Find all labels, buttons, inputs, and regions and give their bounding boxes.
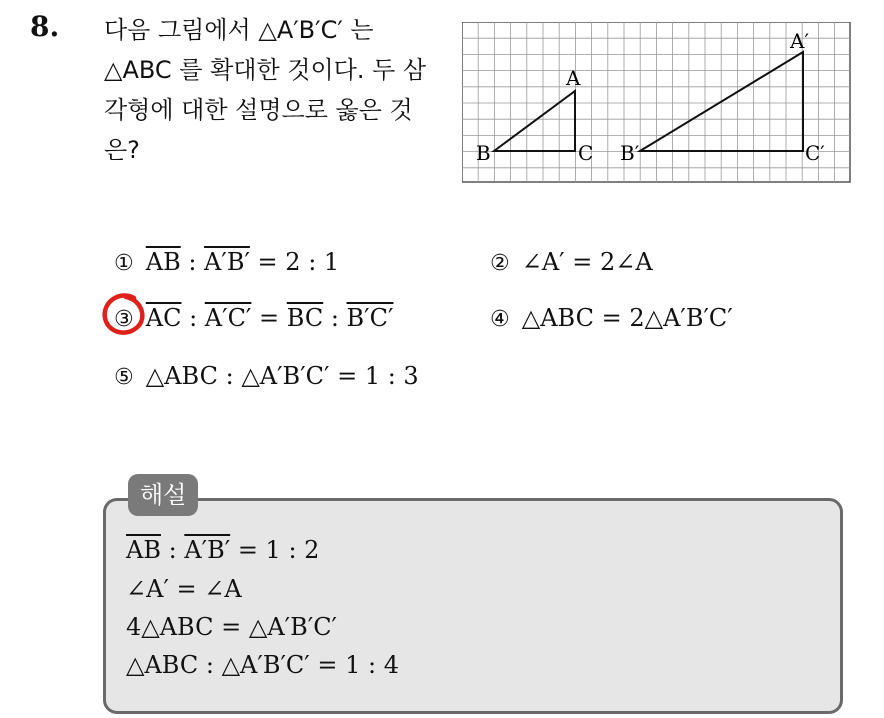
choice-3 — [114, 304, 393, 332]
segment-ac: $\overline{AC}$ — [145, 304, 182, 332]
choice-2-text: ∠A′ = 2∠A — [521, 248, 653, 276]
ratio: = 2 : 1 — [249, 248, 340, 276]
choice-2 — [490, 248, 653, 276]
colon: : — [160, 536, 185, 564]
choice-2-number: ② — [490, 251, 510, 276]
label-a: A — [566, 66, 581, 90]
ratio: = 1 : 2 — [230, 536, 320, 564]
colon: : — [323, 304, 347, 332]
solution-line-4: △ABC : △A′B′C′ = 1 : 4 — [126, 651, 399, 679]
choice-1 — [114, 248, 339, 276]
triangle-figure — [462, 22, 852, 184]
colon: : — [180, 248, 205, 276]
label-c: C — [578, 141, 594, 165]
solution-box — [103, 498, 843, 714]
choice-5-number: ⑤ — [114, 365, 134, 390]
choice-4-number: ④ — [490, 307, 510, 332]
solution-line-3: 4△ABC = △A′B′C′ — [126, 613, 338, 641]
segment-ab: $\overline{AB}$ — [126, 536, 161, 564]
segment-bc: $\overline{BC}$ — [286, 304, 324, 332]
label-a-prime: A′ — [790, 29, 809, 53]
label-c-prime: C′ — [805, 141, 825, 165]
question-number: 8. — [30, 10, 60, 43]
solution-tag: 해설 — [128, 474, 198, 516]
colon: : — [181, 304, 205, 332]
solution-line-2: ∠A′ = ∠A — [126, 575, 242, 603]
segment-b2c2: B′C′ — [346, 304, 394, 332]
choice-5 — [114, 362, 419, 390]
label-b-prime: B′ — [620, 141, 640, 165]
question-text: 다음 그림에서 △A′B′C′ 는 △ABC 를 확대한 것이다. 두 삼각형에 대한 설명으로 옳은 것은? — [104, 16, 427, 164]
segment-a2b2: A′B′ — [204, 248, 250, 276]
choice-4-text: △ABC = 2△A′B′C′ — [521, 304, 733, 332]
equals: = — [251, 304, 287, 332]
choice-5-text: △ABC : △A′B′C′ = 1 : 3 — [145, 362, 419, 390]
choice-1-number: ① — [114, 251, 134, 276]
choice-4 — [490, 304, 733, 332]
segment-a2c2: A′C′ — [204, 304, 252, 332]
solution-line-1 — [126, 536, 319, 564]
segment-a2b2: A′B′ — [184, 536, 231, 564]
segment-ab: $\overline{AB}$ — [145, 248, 181, 276]
choice-3-number: ③ — [114, 307, 134, 332]
label-b: B — [476, 141, 491, 165]
